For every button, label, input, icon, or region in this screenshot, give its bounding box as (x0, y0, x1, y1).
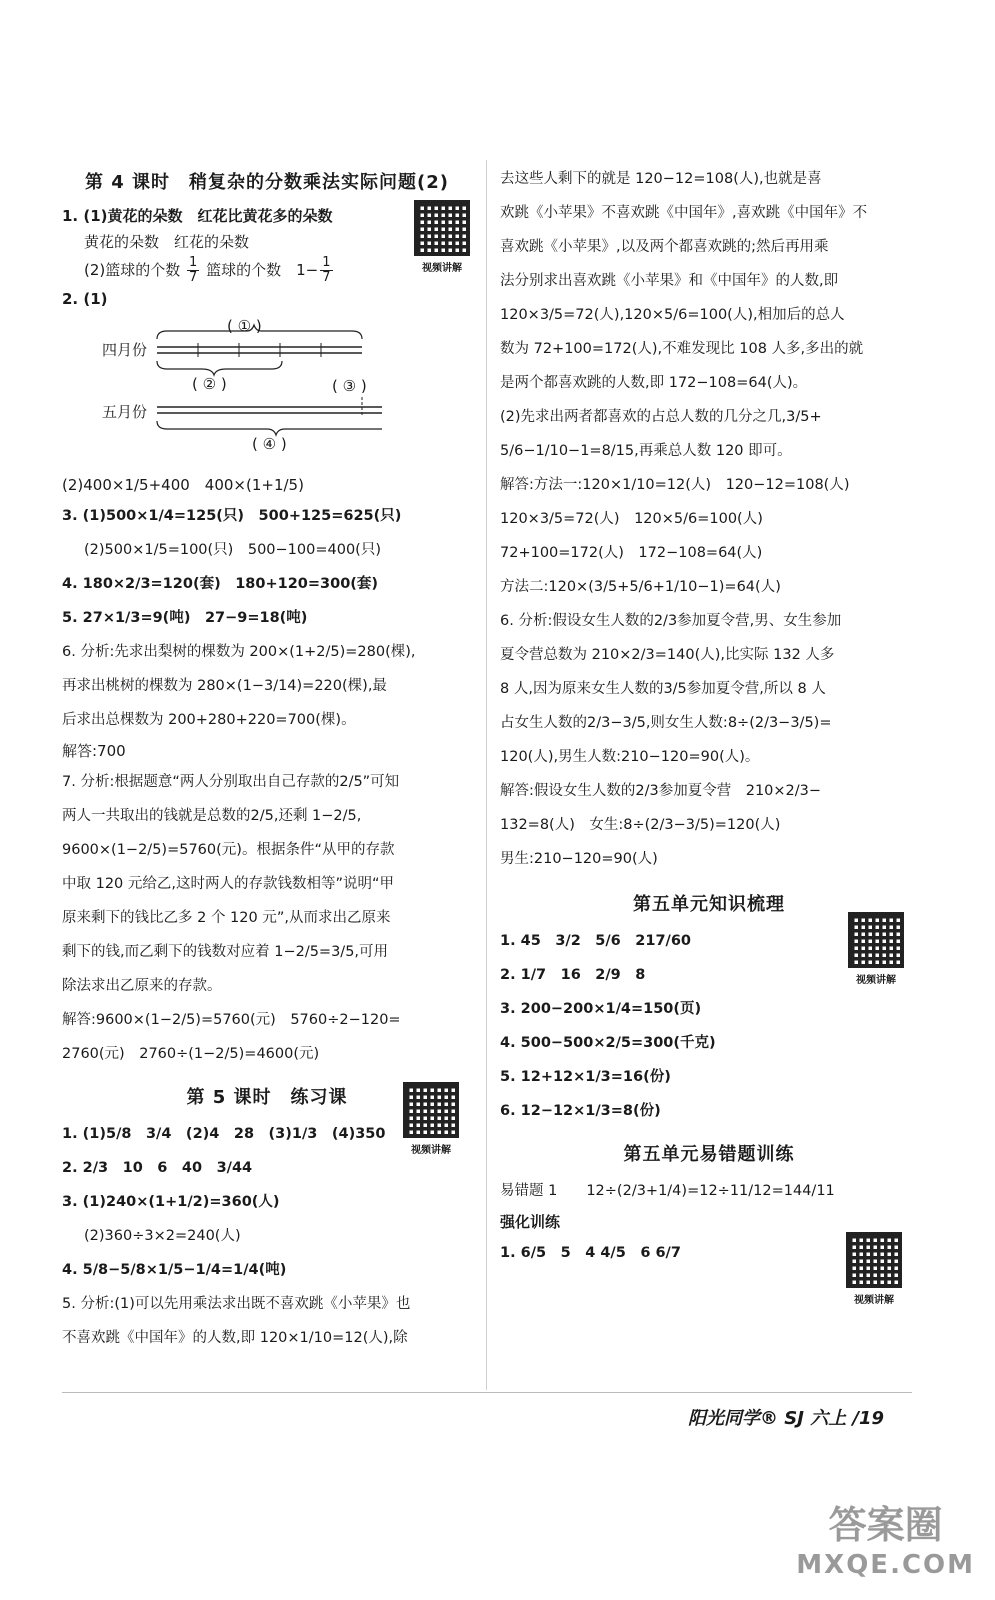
r-q6b: 夏令营总数为 210×2/3=140(人),比实际 132 人多 (500, 647, 835, 663)
q6-line-b: 再求出桃树的棵数为 280×(1−3/14)=220(棵),最 (62, 678, 387, 694)
watermark-sub: MXQE.COM (796, 1550, 975, 1580)
q2-label: 2. (1) (62, 290, 108, 308)
r-p2: 欢跳《小苹果》不喜欢跳《中国年》,喜欢跳《中国年》不 (500, 205, 868, 221)
r-p4: 法分别求出喜欢跳《小苹果》和《中国年》的人数,即 (500, 273, 839, 289)
q7-answer-a: 解答:9600×(1−2/5)=5760(元) 5760÷2−120= (62, 1012, 401, 1028)
r-a3: 72+100=172(人) 172−108=64(人) (500, 545, 763, 561)
q7-line-g: 除法求出乙原来的存款。 (62, 978, 222, 994)
r-p8: (2)先求出两者都喜欢的占总人数的几分之几,3/5+ (500, 409, 822, 425)
q7-answer-b: 2760(元) 2760÷(1−2/5)=4600(元) (62, 1046, 320, 1062)
u5-q6: 6. 12−12×1/3=8(份) (500, 1103, 661, 1119)
q5: 5. 27×1/3=9(吨) 27−9=18(吨) (62, 610, 308, 626)
qr-label: 视频讲解 (854, 1295, 894, 1306)
r-a2: 120×3/5=72(人) 120×5/6=100(人) (500, 511, 763, 527)
r-a4: 方法二:120×(3/5+5/6+1/10−1)=64(人) (500, 579, 781, 595)
q3-part2: (2)500×1/5=100(只) 500−100=400(只) (84, 542, 381, 558)
q7-line-e: 原来剩下的钱比乙多 2 个 120 元”,从而求出乙原来 (62, 910, 391, 926)
r-p6: 数为 72+100=172(人),不难发现比 108 人多,多出的就 (500, 341, 864, 357)
u5-q5: 5. 12+12×1/3=16(份) (500, 1069, 671, 1085)
lesson4-heading: 第 4 课时 稍复杂的分数乘法实际问题(2) (84, 172, 450, 193)
r-q6g: 132=8(人) 女生:8÷(2/3−3/5)=120(人) (500, 817, 781, 833)
r-p7: 是两个都喜欢跳的人数,即 172−108=64(人)。 (500, 375, 808, 391)
u5-q3: 3. 200−200×1/4=150(页) (500, 1001, 702, 1017)
brace-label-2: ( ② ) (192, 375, 227, 393)
error-q1: 易错题 1 12÷(2/3+1/4)=12÷11/12=144/11 (500, 1183, 835, 1199)
qr-code-icon (848, 912, 904, 968)
q1-line-b: 黄花的朵数 红花的朵数 (84, 233, 250, 251)
r-p1: 去这些人剩下的就是 120−12=108(人),也就是喜 (500, 171, 822, 187)
r-q6d: 占女生人数的2/3−3/5,则女生人数:8÷(2/3−3/5)= (500, 715, 832, 731)
r-p3: 喜欢跳《小苹果》,以及两个都喜欢跳的;然后再用乘 (500, 239, 829, 255)
r-q6e: 120(人),男生人数:210−120=90(人)。 (500, 749, 760, 765)
q7-line-b: 两人一共取出的钱就是总数的2/5,还剩 1−2/5, (62, 808, 362, 824)
footer-rule (62, 1392, 912, 1393)
r-p5: 120×3/5=72(人),120×5/6=100(人),相加后的总人 (500, 307, 845, 323)
column-divider (486, 160, 487, 1390)
lesson5-heading: 第 5 课时 练习课 (186, 1087, 348, 1108)
watermark-main: 答案圈 (828, 1503, 943, 1547)
q6-line-c: 后求出总棵数为 200+280+220=700(棵)。 (62, 712, 356, 728)
l5-q5b: 不喜欢跳《中国年》的人数,即 120×1/10=12(人),除 (62, 1330, 408, 1346)
left-column (62, 160, 472, 1357)
q4: 4. 180×2/3=120(套) 180+120=300(套) (62, 576, 379, 592)
brace-label-3: ( ③ ) (332, 377, 367, 395)
l5-q3b: (2)360÷3×2=240(人) (84, 1228, 241, 1244)
page-footer: 阳光同学® SJ 六上 /19 (688, 1408, 885, 1429)
q7-line-d: 中取 120 元给乙,这时两人的存款钱数相等”说明“甲 (62, 876, 395, 892)
q7-line-c: 9600×(1−2/5)=5760(元)。根据条件“从甲的存款 (62, 842, 395, 858)
l5-q3a: 3. (1)240×(1+1/2)=360(人) (62, 1194, 280, 1210)
r-p9: 5/6−1/10−1=8/15,再乘总人数 120 即可。 (500, 443, 792, 459)
q7-line-a: 7. 分析:根据题意“两人分别取出自己存款的2/5”可知 (62, 774, 400, 790)
r-q6f: 解答:假设女生人数的2/3参加夏令营 210×2/3− (500, 783, 822, 799)
watermark (796, 1505, 975, 1585)
q6-line-a: 6. 分析:先求出梨树的棵数为 200×(1+2/5)=280(棵), (62, 644, 416, 660)
fraction: $\frac{1}{7}$ (322, 255, 331, 285)
error-training-heading: 第五单元易错题训练 (623, 1144, 795, 1165)
q2-part2: (2)400×1/5+400 400×(1+1/5) (62, 476, 304, 494)
row-label-may: 五月份 (102, 403, 148, 421)
fraction: $\frac{1}{7}$ (189, 255, 198, 285)
q1-line-a: 1. (1)黄花的朵数 红花比黄花多的朵数 (62, 207, 333, 225)
l5-q4: 4. 5/8−5/8×1/5−1/4=1/4(吨) (62, 1262, 287, 1278)
qr-label: 视频讲解 (422, 263, 462, 274)
line-segment-diagram (62, 317, 472, 467)
reinforcement-q1: 1. 6/5 5 4 4/5 6 6/7 (500, 1245, 681, 1261)
q6-answer: 解答:700 (62, 742, 126, 760)
row-label-april: 四月份 (102, 341, 148, 359)
l5-q2: 2. 2/3 10 6 40 3/44 (62, 1160, 253, 1176)
u5-q1: 1. 45 3/2 5/6 217/60 (500, 933, 692, 949)
l5-q1: 1. (1)5/8 3/4 (2)4 28 (3)1/3 (4)350 (62, 1126, 386, 1142)
q3-part1: 3. (1)500×1/4=125(只) 500+125=625(只) (62, 508, 402, 524)
r-q6h: 男生:210−120=90(人) (500, 851, 658, 867)
qr-code-icon (414, 200, 470, 256)
qr-code-icon (403, 1082, 459, 1138)
u5-q2: 2. 1/7 16 2/9 8 (500, 967, 646, 983)
brace-label-1: ( ① ) (227, 317, 262, 335)
q1-line-c: (2)篮球的个数 $\frac{1}{7}$ 篮球的个数 1− $\frac{1}{7}$ (84, 255, 331, 285)
u5-q4: 4. 500−500×2/5=300(千克) (500, 1035, 716, 1051)
qr-label: 视频讲解 (856, 975, 896, 986)
brace-label-4: ( ④ ) (252, 435, 287, 453)
q7-line-f: 剩下的钱,而乙剩下的钱数对应着 1−2/5=3/5,可用 (62, 944, 389, 960)
qr-code-icon (846, 1232, 902, 1288)
r-a1: 解答:方法一:120×1/10=12(人) 120−12=108(人) (500, 477, 850, 493)
l5-q5a: 5. 分析:(1)可以先用乘法求出既不喜欢跳《小苹果》也 (62, 1296, 411, 1312)
r-q6c: 8 人,因为原来女生人数的3/5参加夏令营,所以 8 人 (500, 681, 826, 697)
qr-label: 视频讲解 (411, 1145, 451, 1156)
reinforcement-heading: 强化训练 (500, 1213, 561, 1231)
r-q6a: 6. 分析:假设女生人数的2/3参加夏令营,男、女生参加 (500, 613, 842, 629)
right-column (500, 160, 918, 1272)
unit5-review-heading: 第五单元知识梳理 (633, 894, 785, 915)
